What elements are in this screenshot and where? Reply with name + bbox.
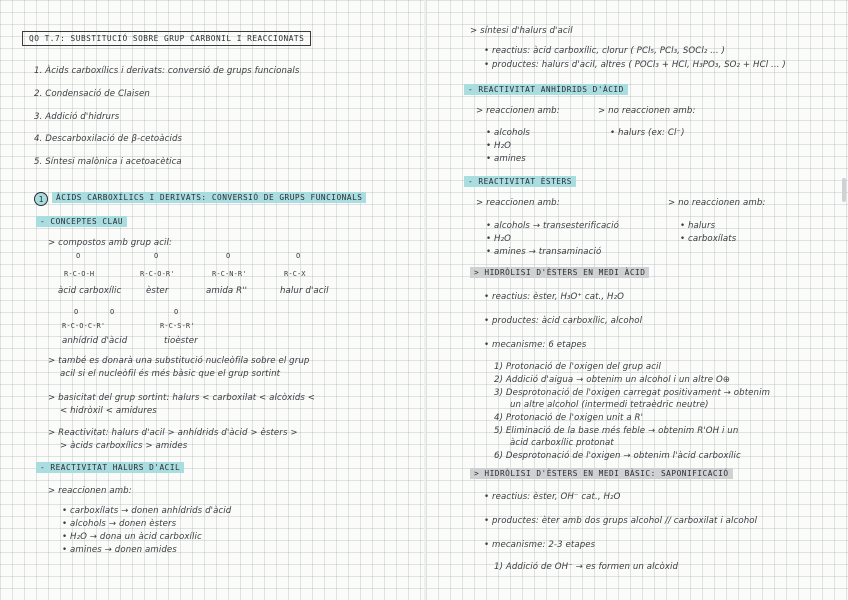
- bullet-basicity-line-1: > basicitat del grup sortint: halurs < carboxilat < alcòxids <: [48, 393, 316, 403]
- acid-step-3: 3) Desprotonació de l'oxigen carregat positivament → obtenim: [494, 388, 771, 398]
- toc-item-2: 2. Condensació de Claisen: [34, 89, 150, 99]
- acyl-intro: > compostos amb grup acil:: [48, 238, 173, 248]
- acid-hydrolysis-item-1: • reactius: èster, H₃O⁺ cat., H₂O: [484, 292, 625, 302]
- acyl-halide-reactivity-heading: - REACTIVITAT HALURS D'ACIL: [36, 462, 184, 473]
- scroll-indicator[interactable]: [842, 178, 846, 202]
- ester-react-item-2: • H₂O: [486, 234, 511, 244]
- carbonyl-o-4: O: [296, 252, 301, 260]
- acyl-halide-item-2: • alcohols → donen èsters: [62, 519, 177, 529]
- structure-formula-amide: R-C-N-R': [212, 270, 247, 278]
- basic-hydrolysis-item-1: • reactius: èster, OH⁻ cat., H₂O: [484, 492, 621, 502]
- basic-hydrolysis-item-2: • productes: èter amb dos grups alcohol // carboxilat i alcohol: [484, 516, 758, 526]
- carbonyl-o-6: O: [110, 308, 115, 316]
- basic-hydrolysis-heading: > HIDRÒLISI D'ÈSTERS EN MEDI BÀSIC: SAPONIFICACIÓ: [470, 468, 733, 479]
- section-number-badge: 1: [34, 192, 48, 206]
- acyl-halide-item-1: • carboxílats → donen anhídrids d'àcid: [62, 506, 232, 516]
- structure-label-acid: àcid carboxílic: [58, 286, 122, 296]
- acid-step-6: 6) Desprotonació de l'oxigen → obtenim l'àcid carboxílic: [494, 451, 741, 461]
- acid-step-5-cont: àcid carboxílic protonat: [510, 438, 614, 448]
- structure-label-anhydride: anhídrid d'àcid: [62, 336, 128, 346]
- toc-item-5: 5. Síntesi malònica i acetoacètica: [34, 157, 182, 167]
- acid-step-5: 5) Eliminació de la base més feble → obtenim R'OH i un: [494, 426, 739, 436]
- carbonyl-o-3: O: [226, 252, 231, 260]
- acid-hydrolysis-item-2: • productes: àcid carboxílic, alcohol: [484, 316, 643, 326]
- anhydride-react-item-1: • alcohols: [486, 128, 531, 138]
- ester-reactivity-heading: - REACTIVITAT ÈSTERS: [464, 176, 576, 187]
- carbonyl-o-1: O: [76, 252, 81, 260]
- carbonyl-o-5: O: [74, 308, 79, 316]
- ester-react-item-1: • alcohols → transesterificació: [486, 221, 619, 231]
- bullet-reactivity-line-2: > àcids carboxílics > amides: [60, 441, 188, 451]
- right-notebook-page: [426, 0, 848, 600]
- carbonyl-o-7: O: [174, 308, 179, 316]
- synthesis-intro: > síntesi d'halurs d'acil: [470, 26, 573, 36]
- structure-formula-acyl-halide: R-C-X: [284, 270, 306, 278]
- bullet-basicity-line-2: < hidròxil < amidures: [60, 406, 157, 416]
- structure-label-amide: amida R'': [206, 286, 248, 296]
- anhydride-react-item-3: • amines: [486, 154, 526, 164]
- acid-step-4: 4) Protonació de l'oxigen unit a R': [494, 413, 644, 423]
- basic-hydrolysis-item-3: • mecanisme: 2-3 etapes: [484, 540, 596, 550]
- structure-formula-anhydride: R-C-O-C-R': [62, 322, 106, 330]
- ester-react-intro: > reaccionen amb:: [476, 198, 560, 208]
- acid-hydrolysis-heading: > HIDRÒLISI D'ÈSTERS EN MEDI ÀCID: [470, 267, 649, 278]
- section-title: ÀCIDS CARBOXÍLICS I DERIVATS: CONVERSIÓ DE GRUPS FUNCIONALS: [52, 192, 366, 203]
- acyl-halide-react-intro: > reaccionen amb:: [48, 486, 132, 496]
- anhydride-react-intro: > reaccionen amb:: [476, 106, 560, 116]
- basic-step-1: 1) Addició de OH⁻ → es formen un alcòxid: [494, 562, 679, 572]
- anhydride-noreact-intro: > no reaccionen amb:: [598, 106, 696, 116]
- ester-noreact-item-1: • halurs: [680, 221, 716, 231]
- structure-label-acyl-halide: halur d'acil: [280, 286, 329, 296]
- anhydride-react-item-2: • H₂O: [486, 141, 511, 151]
- bullet-reactivity-line-1: > Reactivitat: halurs d'acil > anhídrids d'àcid > èsters >: [48, 428, 298, 438]
- acid-step-2: 2) Addició d'aigua → obtenim un alcohol i un altre O⊕: [494, 375, 731, 385]
- bullet-substitution-line-2: acil si el nucleòfil és més bàsic que el grup sortint: [60, 369, 281, 379]
- structure-formula-acid: R-C-O-H: [64, 270, 95, 278]
- toc-item-3: 3. Addició d'hidrurs: [34, 112, 120, 122]
- acyl-halide-item-4: • amines → donen amides: [62, 545, 177, 555]
- toc-item-1: 1. Àcids carboxílics i derivats: conversió de grups funcionals: [34, 66, 300, 76]
- page-title: QO T.7: SUBSTITUCIÓ SOBRE GRUP CARBONIL I REACCIONATS: [22, 31, 311, 46]
- anhydride-reactivity-heading: - REACTIVITAT ANHÍDRIDS D'ÀCID: [464, 84, 628, 95]
- acyl-halide-item-3: • H₂O → dona un àcid carboxílic: [62, 532, 202, 542]
- structure-formula-ester: R-C-O-R': [140, 270, 175, 278]
- acid-step-3-cont: un altre alcohol (intermedi tetraèdric neutre): [510, 400, 709, 410]
- acid-step-1: 1) Protonació de l'oxigen del grup acil: [494, 362, 661, 372]
- toc-item-4: 4. Descarboxilació de β-cetoàcids: [34, 134, 183, 144]
- structure-label-thioester: tioèster: [164, 336, 198, 346]
- ester-noreact-intro: > no reaccionen amb:: [668, 198, 766, 208]
- structure-label-ester: èster: [146, 286, 169, 296]
- synthesis-item-2: • productes: halurs d'acil, altres ( POCl₃ + HCl, H₃PO₃, SO₂ + HCl ... ): [484, 60, 786, 70]
- synthesis-item-1: • reactius: àcid carboxílic, clorur ( PCl₅, PCl₃, SOCl₂ ... ): [484, 46, 725, 56]
- ester-noreact-item-2: • carboxílats: [680, 234, 737, 244]
- ester-react-item-3: • amines → transaminació: [486, 247, 602, 257]
- concepts-heading: - CONCEPTES CLAU: [36, 216, 127, 227]
- bullet-substitution-line-1: > també es donarà una substitució nucleòfila sobre el grup: [48, 356, 310, 366]
- acid-hydrolysis-item-3: • mecanisme: 6 etapes: [484, 340, 587, 350]
- anhydride-noreact-item-1: • halurs (ex: Cl⁻): [610, 128, 685, 138]
- carbonyl-o-2: O: [154, 252, 159, 260]
- structure-formula-thioester: R-C-S-R': [160, 322, 195, 330]
